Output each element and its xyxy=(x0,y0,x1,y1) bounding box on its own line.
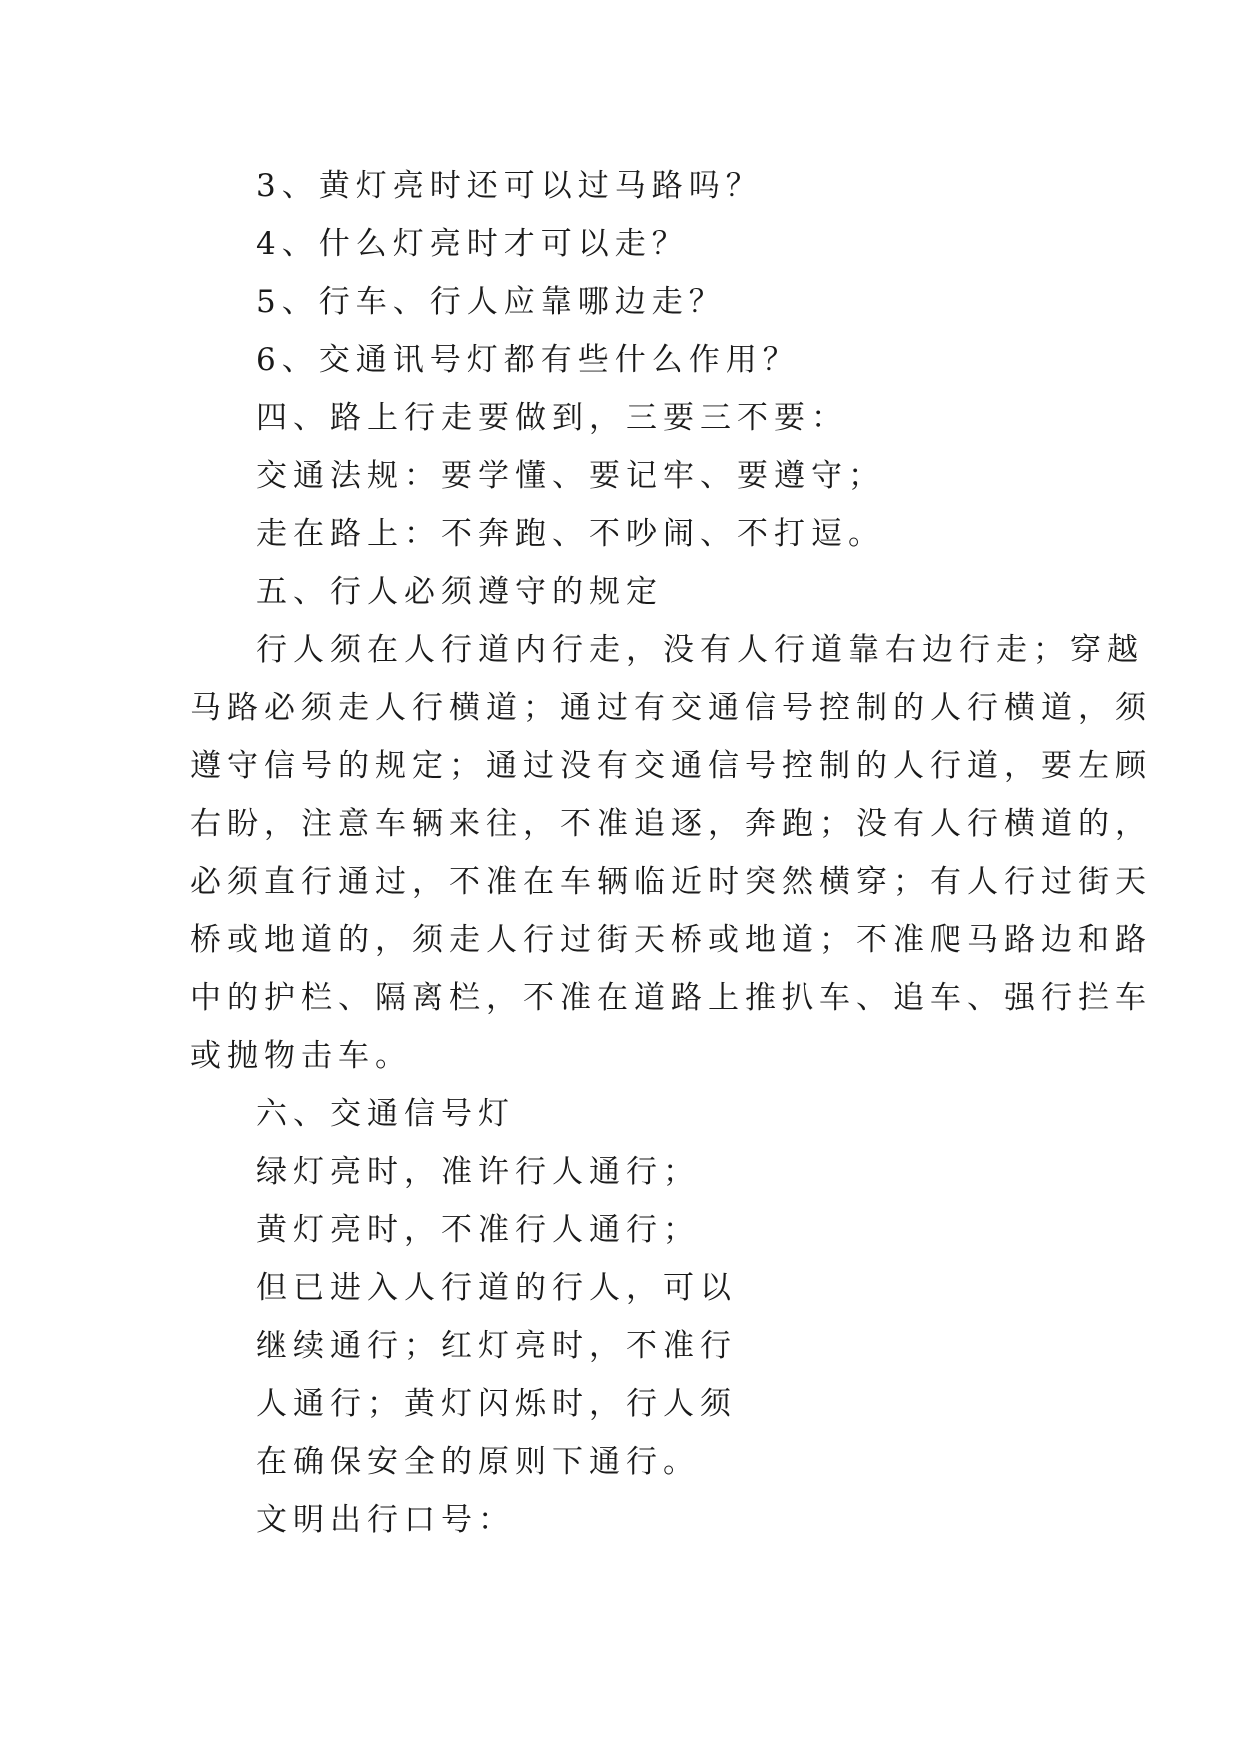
section-4-line-2: 走在路上：不奔跑、不吵闹、不打逗。 xyxy=(256,516,885,552)
section-5-paragraph-line: 行人须在人行道内行走，没有人行道靠右边行走；穿越 xyxy=(256,632,1144,668)
section-6-heading: 六、交通信号灯 xyxy=(256,1096,515,1132)
section-4-heading: 四、路上行走要做到，三要三不要： xyxy=(256,400,848,436)
question-4: 4、什么灯亮时才可以走？ xyxy=(256,226,689,262)
section-5-paragraph-line: 中的护栏、隔离栏，不准在道路上推扒车、追车、强行拦车 xyxy=(190,980,1152,1016)
section-5-paragraph-line: 必须直行通过，不准在车辆临近时突然横穿；有人行过街天 xyxy=(190,864,1152,900)
question-5: 5、行车、行人应靠哪边走？ xyxy=(256,284,726,320)
section-5-paragraph-line: 马路必须走人行横道；通过有交通信号控制的人行横道，须 xyxy=(190,690,1152,726)
section-6-line: 人通行；黄灯闪烁时，行人须 xyxy=(256,1386,737,1422)
question-6: 6、交通讯号灯都有些什么作用？ xyxy=(256,342,800,378)
section-5-paragraph-line: 右盼，注意车辆来往，不准追逐，奔跑；没有人行横道的， xyxy=(190,806,1152,842)
section-6-line: 在确保安全的原则下通行。 xyxy=(256,1444,700,1480)
section-5-paragraph-line: 遵守信号的规定；通过没有交通信号控制的人行道，要左顾 xyxy=(190,748,1152,784)
slogan-heading: 文明出行口号： xyxy=(256,1502,515,1538)
section-6-line: 黄灯亮时，不准行人通行； xyxy=(256,1212,700,1248)
section-6-line: 绿灯亮时，准许行人通行； xyxy=(256,1154,700,1190)
section-6-line: 但已进入人行道的行人，可以 xyxy=(256,1270,737,1306)
section-5-paragraph-line: 或抛物击车。 xyxy=(190,1038,412,1074)
section-6-line: 继续通行；红灯亮时，不准行 xyxy=(256,1328,737,1364)
section-5-paragraph-line: 桥或地道的，须走人行过街天桥或地道；不准爬马路边和路 xyxy=(190,922,1152,958)
section-5-heading: 五、行人必须遵守的规定 xyxy=(256,574,663,610)
question-3: 3、黄灯亮时还可以过马路吗？ xyxy=(256,168,763,204)
section-4-line-1: 交通法规：要学懂、要记牢、要遵守； xyxy=(256,458,885,494)
